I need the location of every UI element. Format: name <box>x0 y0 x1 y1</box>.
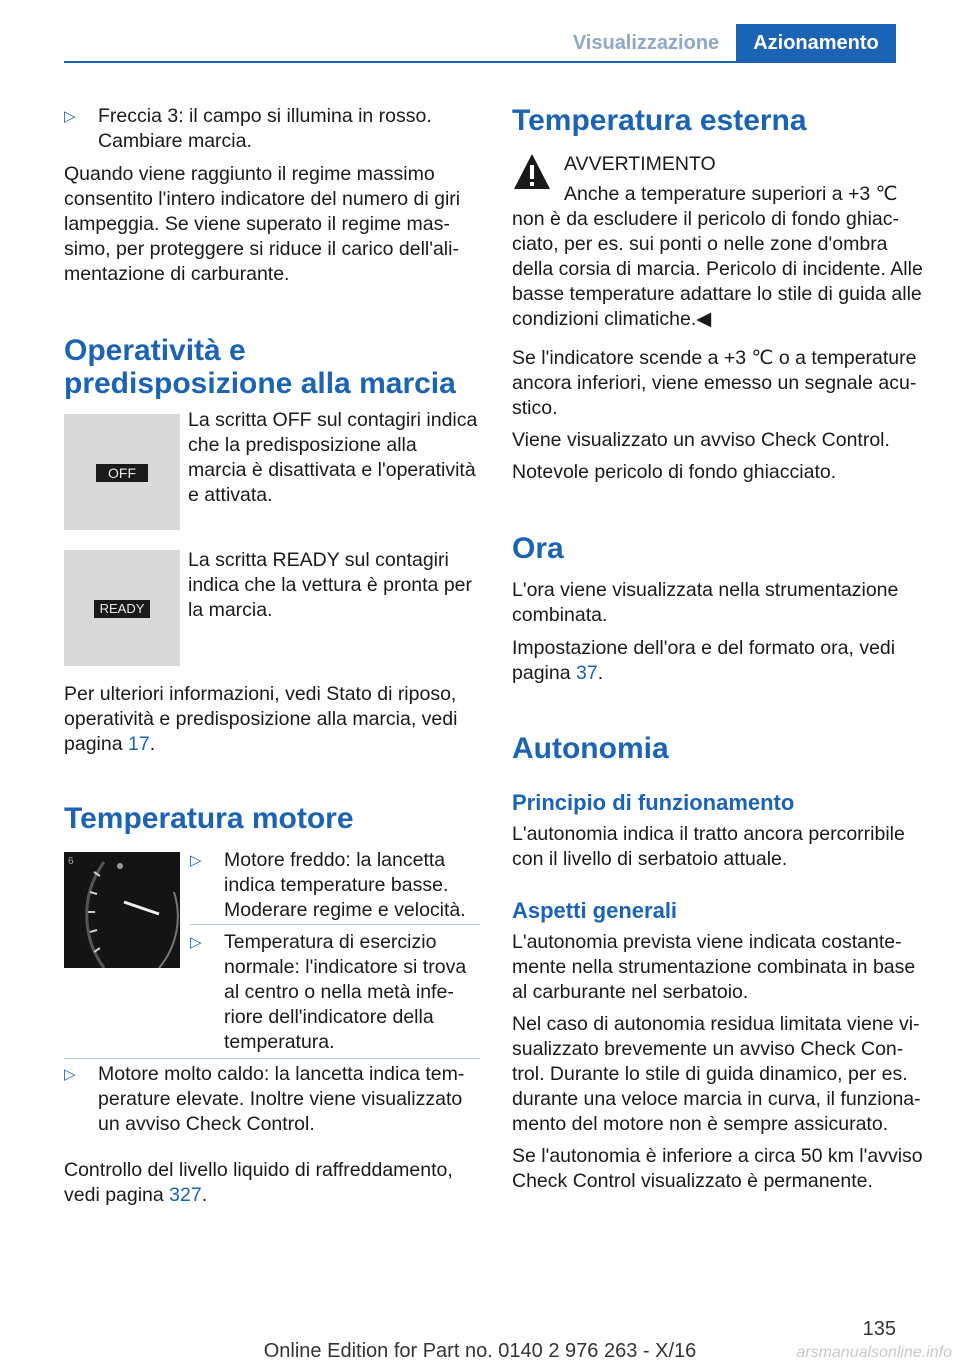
paragraph-ulteriori <box>64 682 480 757</box>
page-footer <box>0 1300 960 1362</box>
paragraph-notevole: Notevole pericolo di fondo ghiacciato. <box>512 461 837 483</box>
paragraph-indicatore: Se l'indicatore scende a +3 ℃ o a temperature ancora inferiori, viene emesso un segnale acustico. <box>512 347 917 419</box>
bullet-temperatura-esercizio <box>190 930 480 1055</box>
paragraph-controllo-liquido <box>64 1158 480 1208</box>
heading-autonomia: Autonomia <box>512 732 669 765</box>
page-link-327[interactable]: 327 <box>169 1184 202 1206</box>
heading-operativita: Operatività e predisposizione alla marcia <box>64 334 456 400</box>
watermark: arsmanualsonline.info <box>796 1344 952 1361</box>
page-link-37[interactable]: 37 <box>575 662 598 684</box>
ready-description: La scritta READY sul contagiri indica che la vettura è pronta per la marcia. <box>188 549 473 621</box>
paragraph-suffix: . <box>149 733 156 755</box>
paragraph-principio: L'autonomia indica il tratto ancora percorribile con il livello di serbatoio attuale. <box>512 823 905 870</box>
divider <box>190 924 480 925</box>
subheading-principio: Principio di funzionamento <box>512 790 795 815</box>
triangle-bullet-icon: ▷ <box>64 1066 76 1083</box>
bullet-freccia-3 <box>64 104 480 154</box>
bullet-motore-freddo <box>190 848 480 923</box>
ready-lcd-label: READY <box>94 600 150 618</box>
paragraph-suffix: . <box>201 1184 208 1206</box>
paragraph-text: Per ulteriori informazioni, vedi Stato di riposo, operatività e predisposizione alla marcia, vedi pagina <box>64 683 458 755</box>
triangle-bullet-icon: ▷ <box>64 108 76 125</box>
paragraph-impostazione <box>512 636 926 686</box>
gauge-icon <box>64 852 180 968</box>
page-link-17[interactable]: 17 <box>127 733 150 755</box>
subheading-aspetti: Aspetti generali <box>512 898 678 923</box>
warning-line-1: Anche a temperature superiori a +3 ℃ <box>564 183 898 205</box>
page-number: 135 <box>862 1318 896 1340</box>
warning-text: non è da escludere il pericolo di fondo ghiacciato, per es. sui ponti o nelle zone d'ombra della corsia di marcia. Pericolo di incidente. Alle basse temperature adattare lo stile di guida alle condizioni climatiche.◀ <box>512 208 923 330</box>
heading-temperatura-motore: Temperatura motore <box>64 802 354 835</box>
bullet-text: Motore molto caldo: la lancetta indica temperature elevate. Inoltre viene visualizzato un avviso Check Control. <box>98 1063 465 1135</box>
paragraph-aspetti: L'autonomia prevista viene indicata costantemente nella strumentazione combinata in base al carburante nel serbatoio. <box>512 931 916 1003</box>
triangle-bullet-icon: ▷ <box>190 852 202 869</box>
off-indicator-image <box>64 414 180 530</box>
page-header <box>0 0 960 62</box>
paragraph-suffix: . <box>597 662 604 684</box>
paragraph-50km: Se l'autonomia è inferiore a circa 50 km l'avviso Check Control visualizzato è permanente. <box>512 1145 923 1192</box>
paragraph-regime: Quando viene raggiunto il regime massimo consentito l'intero indicatore del numero di giri lampeggia. Se viene superato il regime massimo, per proteggere si riduce il carico dell'alimentazione di carburante. <box>64 163 461 285</box>
paragraph-avviso: Viene visualizzato un avviso Check Control. <box>512 429 890 451</box>
off-description: La scritta OFF sul contagiri indica che la predisposizione alla marcia è disattivata e l'operatività e attivata. <box>188 409 478 506</box>
paragraph-ora: L'ora viene visualizzata nella strumentazione combinata. <box>512 579 899 626</box>
divider <box>64 1058 480 1059</box>
tab-visualizzazione[interactable]: Visualizzazione <box>572 32 720 54</box>
heading-ora: Ora <box>512 532 564 565</box>
tab-azionamento[interactable]: Azionamento <box>736 24 896 62</box>
heading-temperatura-esterna: Temperatura esterna <box>512 104 807 137</box>
bullet-motore-caldo <box>64 1062 480 1137</box>
bullet-text: Motore freddo: la lancetta indica temperature basse. Moderare regime e velocità. <box>224 849 466 921</box>
online-edition-text: Online Edition for Part no. 0140 2 976 263 - X/16 <box>263 1340 697 1362</box>
svg-text:6: 6 <box>68 856 74 867</box>
header-rule <box>64 61 896 63</box>
paragraph-residua: Nel caso di autonomia residua limitata viene visualizzato brevemente un avviso Check Control. Durante lo stile di guida dinamico, per es. durante una veloce marcia in curva, il funzionamento del motore non è sempre assicurato. <box>512 1013 921 1135</box>
temperature-gauge-image <box>64 852 180 968</box>
ready-indicator-image <box>64 550 180 666</box>
paragraph-text: Controllo del livello liquido di raffreddamento, vedi pagina <box>64 1159 453 1206</box>
bullet-text: Freccia 3: il campo si illumina in rosso. Cambiare marcia. <box>98 105 432 152</box>
bullet-text: Temperatura di esercizio normale: l'indicatore si trova al centro o nella metà inferiore dell'indicatore della temperatura. <box>224 931 467 1053</box>
warning-title: AVVERTIMENTO <box>564 153 716 175</box>
triangle-bullet-icon: ▷ <box>190 934 202 951</box>
off-lcd-label: OFF <box>96 464 148 482</box>
paragraph-text: Impostazione dell'ora e del formato ora, vedi pagina <box>512 637 896 684</box>
warning-triangle-icon <box>512 152 552 192</box>
